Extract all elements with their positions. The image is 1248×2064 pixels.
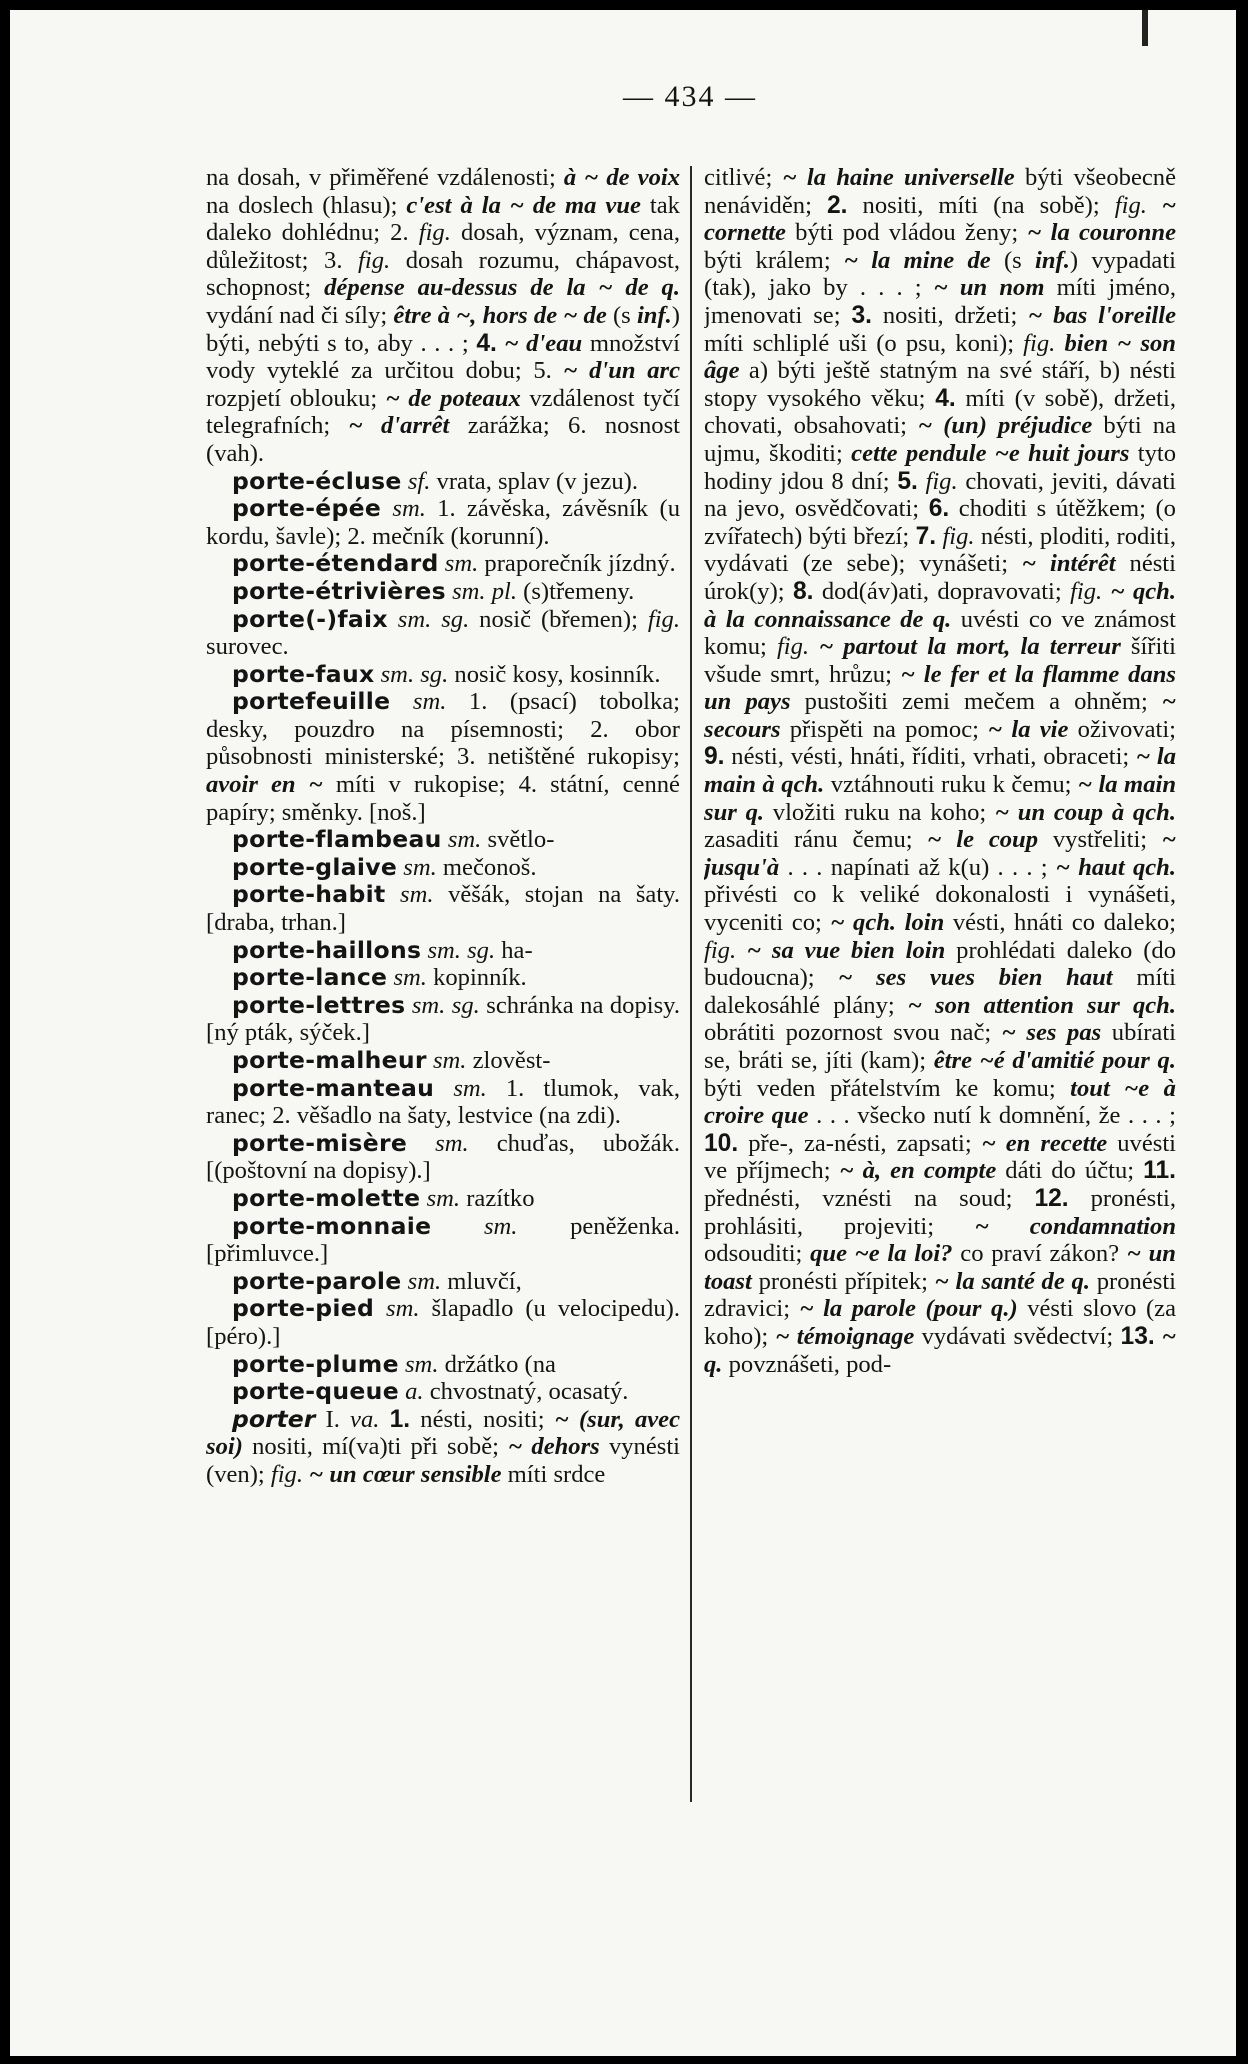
definition-text (1147, 192, 1162, 219)
example-phrase: ~ de poteaux (385, 384, 521, 412)
definition-text: držátko (na (438, 1350, 556, 1378)
definition-text: uvésti ve příjmech; (704, 1129, 1176, 1185)
definition-text: nositi, mí(va)ti při sobě; (242, 1433, 509, 1461)
headword: porte-épée (232, 494, 382, 523)
headword: porte(-)faix (232, 604, 388, 633)
dictionary-entry (206, 854, 680, 882)
sense-number: 4. (476, 329, 497, 357)
dictionary-entry (206, 688, 680, 826)
definition-text: nésti, ploditi, roditi, vydávati (ze sebe); vynášeti; (704, 522, 1176, 578)
example-phrase: cette pendule ~e huit jours (851, 439, 1130, 467)
definition-text: dosah rozumu, chápavost, schopnost; (206, 246, 680, 302)
example-phrase: ~ le coup (927, 826, 1039, 854)
definition-text: nositi, míti (na sobě); (847, 191, 1115, 219)
headword: porte-glaive (232, 852, 398, 881)
dictionary-entry (206, 550, 680, 578)
headword: porte-lettres (232, 990, 406, 1019)
definition-text: na dosah, v přiměřené vzdálenosti; (206, 164, 564, 191)
sense-number: 1. (389, 1405, 411, 1433)
headword: porte-flambeau (232, 825, 442, 854)
grammar-label: sm. sg. (397, 605, 470, 633)
example-phrase: ~ ses pas (1001, 1019, 1102, 1047)
sense-number: 7. (915, 522, 937, 550)
definition-text: prohlédati daleko (do budoucna); (704, 936, 1176, 992)
grammar-label: sm. (412, 688, 447, 716)
grammar-label: sf. (407, 467, 431, 495)
definition-text: zasaditi ránu čemu; (704, 826, 928, 854)
grammar-label: a. (405, 1378, 424, 1406)
definition-text: chvostnatý, ocasatý. (423, 1378, 629, 1406)
example-phrase: ~ la vie (988, 715, 1069, 743)
example-phrase: inf. (636, 301, 672, 329)
definition-text: vzdálenost tyčí telegrafních; (206, 384, 680, 440)
definition-text: býti veden přátelstvím ke komu; (704, 1074, 1071, 1102)
definition-text: schránka na dopisy. [ný pták, sýček.] (206, 991, 680, 1047)
definition-text (736, 937, 747, 964)
example-phrase: ~ la haine universelle (782, 164, 1015, 191)
example-phrase: ~ son attention sur qch. (907, 991, 1176, 1019)
definition-text: šlapadlo (u velocipedu). [péro).] (206, 1295, 680, 1350)
example-phrase: ~ un toast (704, 1240, 1176, 1295)
definition-text: míti schliplé uši (o psu, koni); (704, 329, 1024, 357)
definition-text: obrátiti pozornost svou nač; (704, 1019, 1002, 1047)
definition-text: vložiti ruku na koho; (764, 798, 996, 826)
definition-text: vésti slovo (za koho); (704, 1295, 1176, 1350)
definition-text (385, 881, 400, 908)
headword: porte-étrivières (232, 576, 446, 605)
headword: porte-monnaie (232, 1211, 432, 1240)
grammar-label: va. (350, 1405, 380, 1433)
definition-text: zlověst- (466, 1047, 551, 1074)
definition-text: 1. (psací) tobolka; desky, pouzdro na písemnosti; 2. obor působnosti ministerské; 3. netištěné rukopisy; (206, 688, 680, 771)
dictionary-entry (206, 881, 680, 936)
example-phrase: ~ le fer et la flamme dans un pays (704, 660, 1176, 716)
sense-number: 13. (1120, 1322, 1155, 1350)
definition-text: nositi, držeti; (871, 301, 1029, 329)
definition-text: pronésti, prohlásiti, projeviti; (704, 1184, 1176, 1240)
grammar-label: sm. sg. (380, 660, 449, 688)
entry-continuation (206, 164, 680, 468)
definition-text: světlo- (481, 826, 555, 854)
definition-text: míti dalekosáhlé plány; (704, 964, 1176, 1019)
grammar-label: sm. (392, 495, 426, 523)
dictionary-entry (206, 661, 680, 689)
dictionary-entry (206, 1378, 680, 1406)
grammar-label: sm. (453, 1074, 487, 1102)
definition-text (497, 330, 505, 357)
headword: portefeuille (232, 687, 391, 716)
example-phrase: être ~é d'amitié pour q. (933, 1047, 1176, 1074)
headword: porte-queue (232, 1377, 399, 1406)
example-phrase: ~ qch. loin (830, 909, 945, 937)
grammar-label: sm. sg. (427, 936, 496, 964)
definition-text: tyto hodiny jdou 8 dní; (704, 439, 1176, 495)
entry-continuation (704, 164, 1176, 1378)
definition-text: dáti do účtu; (996, 1157, 1144, 1185)
grammar-label: sm. (435, 1129, 469, 1157)
dictionary-entry (206, 1185, 680, 1213)
dictionary-entry (206, 1130, 680, 1185)
definition-text: nésti, nositi; (410, 1405, 555, 1433)
definition-text: 1. tlumok, vak, ranec; 2. věšadlo na šaty, lestvice (na zdi). (206, 1074, 680, 1130)
example-phrase: ~ (sur, avec soi) (206, 1405, 680, 1461)
definition-text: odsouditi; (704, 1240, 811, 1268)
definition-text: nésti úrok(y); (704, 550, 1176, 605)
dictionary-entry (206, 1295, 680, 1350)
grammar-label: sm. (407, 1267, 442, 1295)
definition-text: pronésti přípitek; (751, 1267, 935, 1295)
definition-text: přispěti na pomoc; (780, 715, 989, 743)
example-phrase: ~ secours (704, 688, 1176, 743)
definition-text (379, 1406, 389, 1433)
definition-text (431, 1213, 484, 1240)
definition-text: býti všeobecně nenáviděn; (704, 164, 1176, 219)
headword: porte-malheur (232, 1046, 427, 1074)
column-divider (690, 166, 692, 1802)
grammar-label: fig. (1114, 191, 1147, 219)
example-phrase: ~ la parole (pour q.) (799, 1295, 1018, 1323)
definition-text (381, 495, 392, 522)
definition-text (434, 1075, 453, 1102)
definition-text: a) býti ještě statným na své stáří, b) nésti stopy vysokého věku; (704, 357, 1176, 412)
definition-text: vydávati svědectví; (914, 1322, 1121, 1350)
headword: porte-étendard (232, 549, 439, 578)
grammar-label: fig. (704, 936, 737, 964)
grammar-label: sm. (386, 1295, 420, 1323)
example-phrase: ~ condamnation (974, 1212, 1176, 1240)
grammar-label: sm. pl. (452, 577, 518, 605)
example-phrase: ~ dehors (508, 1433, 600, 1461)
sense-number: 2. (826, 191, 848, 219)
definition-text: tak daleko dohlédnu; 2. (206, 191, 680, 247)
definition-text: býti pod vládou ženy; (785, 219, 1028, 247)
example-phrase: ~ sa vue bien loin (747, 936, 946, 964)
definition-text: dosah, význam, cena, důležitost; 3. (206, 219, 680, 274)
definition-text: (s)třemeny. (517, 577, 635, 605)
definition-text (390, 688, 413, 715)
definition-text: ) býti, nebýti s to, aby . . . ; (206, 301, 680, 357)
definition-text: přivésti co k veliké dokonalosti i vynášeti, vyceniti co; (704, 881, 1176, 937)
sense-number: 5. (897, 467, 918, 495)
definition-text: (s (990, 246, 1035, 274)
definition-text: mluvčí, (441, 1267, 522, 1295)
example-phrase: ~ la main sur q. (704, 771, 1176, 826)
example-phrase: ~ intérêt (1022, 550, 1116, 578)
dictionary-entry (206, 468, 680, 496)
headword: porte-pied (232, 1294, 375, 1323)
grammar-label: fig. (776, 633, 810, 661)
definition-text: pronésti zdravici; (704, 1267, 1176, 1323)
definition-text: pustošiti zemi mečem a ohněm; (790, 688, 1162, 716)
definition-text: vydání nad či síly; (206, 301, 394, 329)
definition-text (388, 606, 398, 633)
grammar-label: sm. sg. (411, 991, 480, 1019)
definition-text: vztáhnouti ruku k čemu; (824, 771, 1078, 799)
dictionary-entry (206, 495, 680, 550)
example-phrase: que ~e la loi? (810, 1240, 953, 1268)
dictionary-entry (206, 992, 680, 1047)
definition-text: býti na ujmu, škoditi; (704, 412, 1176, 467)
definition-text: míti srdce (501, 1460, 606, 1488)
headword: porte-manteau (232, 1073, 435, 1102)
headword: porte-lance (232, 963, 388, 992)
definition-text: přednésti, vznésti na soud; (704, 1184, 1035, 1212)
definition-text: nésti, vésti, hnáti, říditi, vrhati, obraceti; (724, 743, 1137, 771)
example-phrase: ~ la main à qch. (704, 743, 1176, 799)
definition-text: co praví zákon? (952, 1240, 1127, 1268)
example-phrase: dépense au-dessus de la ~ de q. (324, 274, 680, 302)
definition-text: rozpjetí oblouku; (206, 384, 386, 412)
example-phrase: ~ d'eau (504, 329, 583, 357)
grammar-label: sm. (426, 1184, 461, 1212)
sense-number: 12. (1034, 1184, 1069, 1212)
definition-text: mečonoš. (436, 853, 537, 881)
example-phrase: ~ qch. à la connaissance de q. (704, 577, 1176, 633)
sense-number: 8. (792, 577, 814, 605)
definition-text (918, 468, 926, 495)
example-phrase: ~ ses vues bien haut (838, 964, 1113, 992)
example-phrase: ~ un nom (933, 274, 1045, 302)
example-phrase: ~ bas l'oreille (1028, 301, 1176, 329)
example-phrase: ~ témoignage (775, 1322, 915, 1350)
sense-number: 6. (928, 495, 950, 523)
example-phrase: ~ d'arrêt (348, 412, 450, 440)
sense-number: 11. (1143, 1157, 1176, 1185)
example-phrase: ~ q. (704, 1322, 1176, 1378)
grammar-label: sm. (444, 550, 479, 578)
definition-text: kopinník. (426, 964, 527, 992)
definition-text: choditi s útěžkem; (o zvířatech) býti březí; (704, 495, 1176, 550)
example-phrase: tout ~e à croire que (704, 1074, 1176, 1130)
definition-text: ubírati se, bráti se, jíti (kam); (704, 1019, 1176, 1074)
grammar-label: fig. (1023, 329, 1056, 357)
example-phrase: c'est à la ~ de ma vue (406, 191, 641, 219)
definition-text: (s (606, 301, 637, 329)
definition-text: vrata, splav (v jezu). (430, 467, 638, 495)
example-phrase: ~ la santé de q. (934, 1267, 1090, 1295)
definition-text: na doslech (hlasu); (206, 191, 407, 219)
headword: porte-faux (232, 659, 375, 688)
grammar-label: sm. (400, 881, 434, 909)
grammar-label: fig. (647, 605, 680, 633)
dictionary-entry (206, 1047, 680, 1075)
grammar-label: fig. (358, 246, 391, 274)
definition-text: peněženka. [přimluvce.] (206, 1212, 680, 1268)
headword: porte-haillons (232, 935, 422, 964)
definition-text: věšák, stojan na šaty. [draba, trhan.] (206, 881, 680, 937)
scan-edge-mark (1142, 10, 1148, 46)
dictionary-entry (206, 606, 680, 661)
dictionary-entry (206, 1268, 680, 1296)
definition-text: . . . napínati až k(u) . . . ; (779, 853, 1056, 881)
grammar-label: sm. (432, 1047, 467, 1074)
right-column (704, 164, 1176, 1804)
definition-text: I. (315, 1405, 351, 1433)
grammar-label: fig. (942, 522, 975, 550)
definition-text: citlivé; (704, 164, 783, 191)
example-phrase: ~ jusqu'à (704, 826, 1176, 881)
definition-text: pře-, za-nésti, zapsati; (738, 1129, 982, 1157)
definition-text: surovec. (206, 633, 289, 661)
grammar-label: fig. (925, 467, 958, 495)
definition-text: ha- (495, 936, 533, 964)
definition-text: chovati, jeviti, dávati na jevo, osvědčovati; (704, 467, 1176, 523)
example-phrase: avoir en ~ (206, 771, 323, 799)
example-phrase: ~ un cœur sensible (309, 1460, 502, 1488)
example-phrase: être à ~, hors de ~ de (393, 301, 607, 329)
definition-text: množství vody vyteklé za určitou dobu; 5. (206, 329, 680, 385)
definition-text (809, 633, 819, 660)
dictionary-entry (206, 937, 680, 965)
grammar-label: sm. (403, 853, 437, 881)
left-column (206, 164, 680, 1804)
definition-text (1155, 1323, 1162, 1350)
example-phrase: ~ partout la mort, la terreur (819, 633, 1121, 661)
dictionary-entry (206, 1213, 680, 1268)
grammar-label: sm. (404, 1350, 439, 1378)
example-phrase: ~ d'un arc (563, 357, 680, 385)
definition-text: uvésti co ve známost komu; (704, 605, 1176, 661)
definition-text: praporečník jízdný. (478, 550, 676, 578)
example-phrase: à ~ de voix (563, 164, 680, 191)
definition-text: míti (v sobě), držeti, chovati, obsahovati; (704, 384, 1176, 440)
definition-text: oživovati; (1068, 715, 1176, 743)
definition-text: povznášeti, pod- (722, 1350, 892, 1378)
grammar-label: fig. (270, 1460, 303, 1488)
headword: porte-plume (232, 1349, 399, 1378)
example-phrase: ~ la mine de (843, 246, 991, 274)
definition-text: vésti, hnáti co daleko; (944, 909, 1176, 937)
headword: porte-parole (232, 1266, 402, 1295)
example-phrase: bien ~ son âge (704, 329, 1176, 385)
definition-text: šířiti všude smrt, hrůzu; (704, 633, 1176, 688)
example-phrase: inf. (1035, 246, 1070, 274)
grammar-label: fig. (418, 219, 451, 247)
headword: porte-molette (232, 1183, 421, 1212)
definition-text: chuďas, ubožák. [(poštovní na dopisy).] (206, 1129, 680, 1185)
headword: porte-habit (232, 880, 386, 909)
grammar-label: sm. (393, 964, 427, 992)
definition-text: razítko (460, 1184, 535, 1212)
definition-text: vynésti (ven); (206, 1433, 680, 1488)
example-phrase: ~ un coup à qch. (995, 798, 1176, 826)
headword: porte-misère (232, 1128, 408, 1157)
definition-text: míti jméno, jmenovati se; (704, 274, 1176, 329)
definition-text: nosič kosy, kosinník. (448, 660, 661, 688)
sense-number: 9. (704, 743, 725, 771)
headword: porter (232, 1404, 316, 1433)
dictionary-entry (206, 1351, 680, 1379)
definition-text: býti králem; (704, 246, 844, 274)
dictionary-entry (206, 1075, 680, 1130)
definition-text (374, 1295, 386, 1322)
definition-text (407, 1130, 435, 1157)
grammar-label: sm. (447, 826, 482, 854)
definition-text: vystřeliti; (1038, 826, 1162, 854)
dictionary-entry (206, 578, 680, 606)
example-phrase: ~ haut qch. (1055, 853, 1176, 881)
example-phrase: ~ (un) préjudice (918, 412, 1093, 440)
definition-text: nosič (břemen); (469, 605, 648, 633)
headword: porte-écluse (232, 466, 402, 495)
dictionary-entry (206, 1406, 680, 1489)
grammar-label: sm. (483, 1212, 518, 1240)
dictionary-entry (206, 826, 680, 854)
definition-text: zarážka; 6. nosnost (vah). (206, 412, 680, 467)
dictionary-entry (206, 964, 680, 992)
example-phrase: ~ la couronne (1027, 219, 1176, 247)
example-phrase: ~ en recette (981, 1129, 1108, 1157)
example-phrase: ~ cornette (704, 191, 1176, 247)
page-number: — 434 — (623, 80, 757, 113)
definition-text: dod(áv)ati, dopravovati; (813, 577, 1071, 605)
grammar-label: fig. (1070, 577, 1103, 605)
definition-text: . . . všecko nutí k domnění, že . . . ; (808, 1102, 1176, 1130)
definition-text: 1. závěska, závěsník (u kordu, šavle); 2. mečník (korunní). (206, 495, 680, 550)
example-phrase: ~ à, en compte (839, 1157, 997, 1185)
definition-text (1102, 578, 1110, 605)
sense-number: 10. (704, 1129, 739, 1157)
sense-number: 4. (935, 384, 956, 412)
definition-text: ) vypadati (tak), jako by . . . ; (704, 246, 1176, 302)
sense-number: 3. (851, 301, 872, 329)
definition-text: míti v rukopise; 4. státní, cenné papíry; směnky. [noš.] (206, 771, 680, 826)
